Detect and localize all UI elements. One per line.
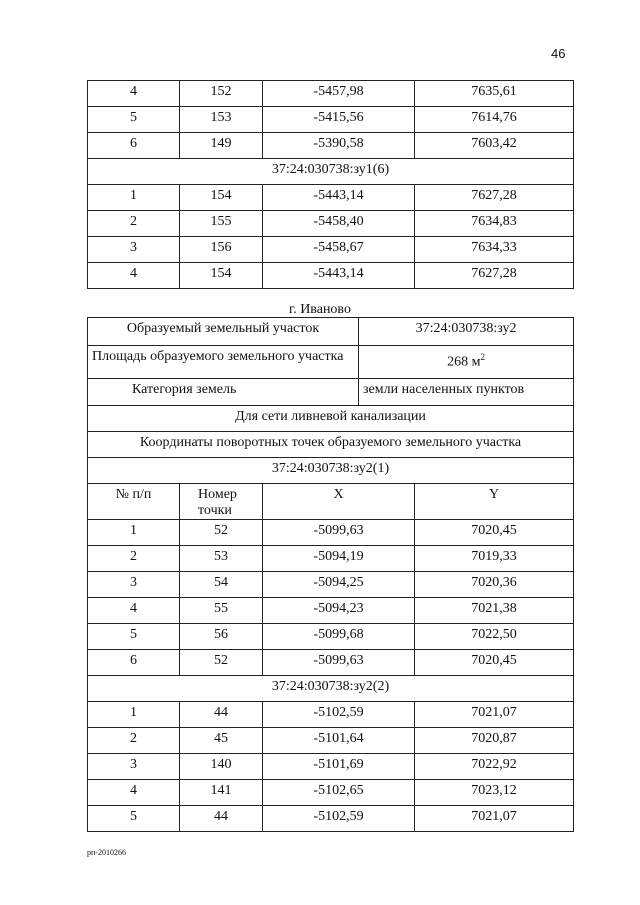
plot-row <box>88 318 574 346</box>
coord-x: -5099,68 <box>263 624 415 650</box>
rows-group-2 <box>88 702 574 832</box>
coord-y: 7634,83 <box>415 211 574 237</box>
point-index: 4 <box>88 263 180 289</box>
plot-table <box>87 317 574 832</box>
plot-value: 37:24:030738:зу2 <box>359 318 574 346</box>
coord-y: 7019,33 <box>415 546 574 572</box>
point-index: 3 <box>88 237 180 263</box>
point-number: 152 <box>180 81 263 107</box>
category-value: земли населенных пунктов <box>359 379 574 406</box>
document-code: рп-2010266 <box>87 848 126 857</box>
coord-y: 7020,36 <box>415 572 574 598</box>
coord-y: 7023,12 <box>415 780 574 806</box>
point-index: 1 <box>88 520 180 546</box>
point-number: 153 <box>180 107 263 133</box>
point-number: 52 <box>180 520 263 546</box>
header-row <box>88 484 574 520</box>
rows-group-a <box>88 81 574 159</box>
point-number: 155 <box>180 211 263 237</box>
point-number: 44 <box>180 806 263 832</box>
coord-x: -5102,65 <box>263 780 415 806</box>
city-title: г. Иваново <box>289 302 351 317</box>
point-index: 3 <box>88 572 180 598</box>
point-index: 5 <box>88 107 180 133</box>
section-row <box>88 676 574 702</box>
section-title: 37:24:030738:зу2(1) <box>88 458 574 484</box>
coord-x: -5443,14 <box>263 263 415 289</box>
coord-x: -5101,64 <box>263 728 415 754</box>
purpose-row <box>88 406 574 432</box>
point-number: 44 <box>180 702 263 728</box>
plot-label: Образуемый земельный участок <box>88 318 359 346</box>
point-index: 6 <box>88 650 180 676</box>
table-row <box>88 520 574 546</box>
coord-y: 7022,92 <box>415 754 574 780</box>
point-number: 141 <box>180 780 263 806</box>
table-row <box>88 624 574 650</box>
table-row <box>88 211 574 237</box>
coord-y: 7634,33 <box>415 237 574 263</box>
point-number: 149 <box>180 133 263 159</box>
coords-title-row <box>88 432 574 458</box>
area-value-cell <box>359 346 574 379</box>
page-number: 46 <box>551 46 566 61</box>
table-row <box>88 598 574 624</box>
table-row <box>88 263 574 289</box>
point-index: 4 <box>88 780 180 806</box>
coord-x: -5458,67 <box>263 237 415 263</box>
point-number: 53 <box>180 546 263 572</box>
coord-y: 7022,50 <box>415 624 574 650</box>
table-row <box>88 702 574 728</box>
header-point: Номер точки <box>180 484 263 520</box>
point-number: 52 <box>180 650 263 676</box>
rows-group-b <box>88 185 574 289</box>
point-number: 156 <box>180 237 263 263</box>
table-row <box>88 185 574 211</box>
point-index: 2 <box>88 728 180 754</box>
point-index: 2 <box>88 211 180 237</box>
table-row <box>88 728 574 754</box>
rows-group-1 <box>88 520 574 676</box>
coord-y: 7020,87 <box>415 728 574 754</box>
point-index: 1 <box>88 185 180 211</box>
header-number: № п/п <box>88 484 180 520</box>
area-label: Площадь образуемого земельного участка <box>88 346 359 379</box>
coord-y: 7020,45 <box>415 520 574 546</box>
coord-x: -5101,69 <box>263 754 415 780</box>
section-title: 37:24:030738:зу2(2) <box>88 676 574 702</box>
point-number: 140 <box>180 754 263 780</box>
point-number: 154 <box>180 185 263 211</box>
point-number: 56 <box>180 624 263 650</box>
purpose: Для сети ливневой канализации <box>88 406 574 432</box>
table-row <box>88 133 574 159</box>
coordinates-table-continued <box>87 80 574 289</box>
category-row <box>88 379 574 406</box>
table-row <box>88 107 574 133</box>
coord-x: -5458,40 <box>263 211 415 237</box>
point-index: 4 <box>88 81 180 107</box>
table-row <box>88 650 574 676</box>
coord-y: 7020,45 <box>415 650 574 676</box>
plot-info <box>88 318 574 520</box>
coord-y: 7627,28 <box>415 263 574 289</box>
table-row <box>88 546 574 572</box>
table-row <box>88 237 574 263</box>
header-y: Y <box>415 484 574 520</box>
point-index: 2 <box>88 546 180 572</box>
coord-y: 7021,07 <box>415 806 574 832</box>
section-row-group <box>88 159 574 185</box>
category-label: Категория земель <box>88 379 359 406</box>
coord-x: -5094,25 <box>263 572 415 598</box>
coord-y: 7635,61 <box>415 81 574 107</box>
coord-x: -5443,14 <box>263 185 415 211</box>
coords-title: Координаты поворотных точек образуемого земельного участка <box>88 432 574 458</box>
point-number: 55 <box>180 598 263 624</box>
area-unit-sup: 2 <box>480 352 485 362</box>
table-row <box>88 806 574 832</box>
section-row-group <box>88 676 574 702</box>
point-index: 6 <box>88 133 180 159</box>
header-x: X <box>263 484 415 520</box>
point-number: 154 <box>180 263 263 289</box>
coord-x: -5457,98 <box>263 81 415 107</box>
area-value: 268 м <box>447 354 481 370</box>
point-number: 45 <box>180 728 263 754</box>
point-index: 4 <box>88 598 180 624</box>
coord-x: -5094,23 <box>263 598 415 624</box>
table-row <box>88 780 574 806</box>
point-index: 3 <box>88 754 180 780</box>
coord-x: -5415,56 <box>263 107 415 133</box>
coord-y: 7021,38 <box>415 598 574 624</box>
table-row <box>88 572 574 598</box>
coord-y: 7627,28 <box>415 185 574 211</box>
area-row <box>88 346 574 379</box>
coord-x: -5102,59 <box>263 702 415 728</box>
point-number: 54 <box>180 572 263 598</box>
table-row <box>88 81 574 107</box>
coord-x: -5390,58 <box>263 133 415 159</box>
coord-y: 7614,76 <box>415 107 574 133</box>
coord-x: -5099,63 <box>263 650 415 676</box>
point-index: 5 <box>88 806 180 832</box>
table-row <box>88 754 574 780</box>
point-index: 1 <box>88 702 180 728</box>
coord-y: 7021,07 <box>415 702 574 728</box>
coord-x: -5102,59 <box>263 806 415 832</box>
section-row <box>88 159 574 185</box>
point-index: 5 <box>88 624 180 650</box>
coord-y: 7603,42 <box>415 133 574 159</box>
section-title: 37:24:030738:зу1(6) <box>88 159 574 185</box>
coord-x: -5099,63 <box>263 520 415 546</box>
coord-x: -5094,19 <box>263 546 415 572</box>
section-row <box>88 458 574 484</box>
